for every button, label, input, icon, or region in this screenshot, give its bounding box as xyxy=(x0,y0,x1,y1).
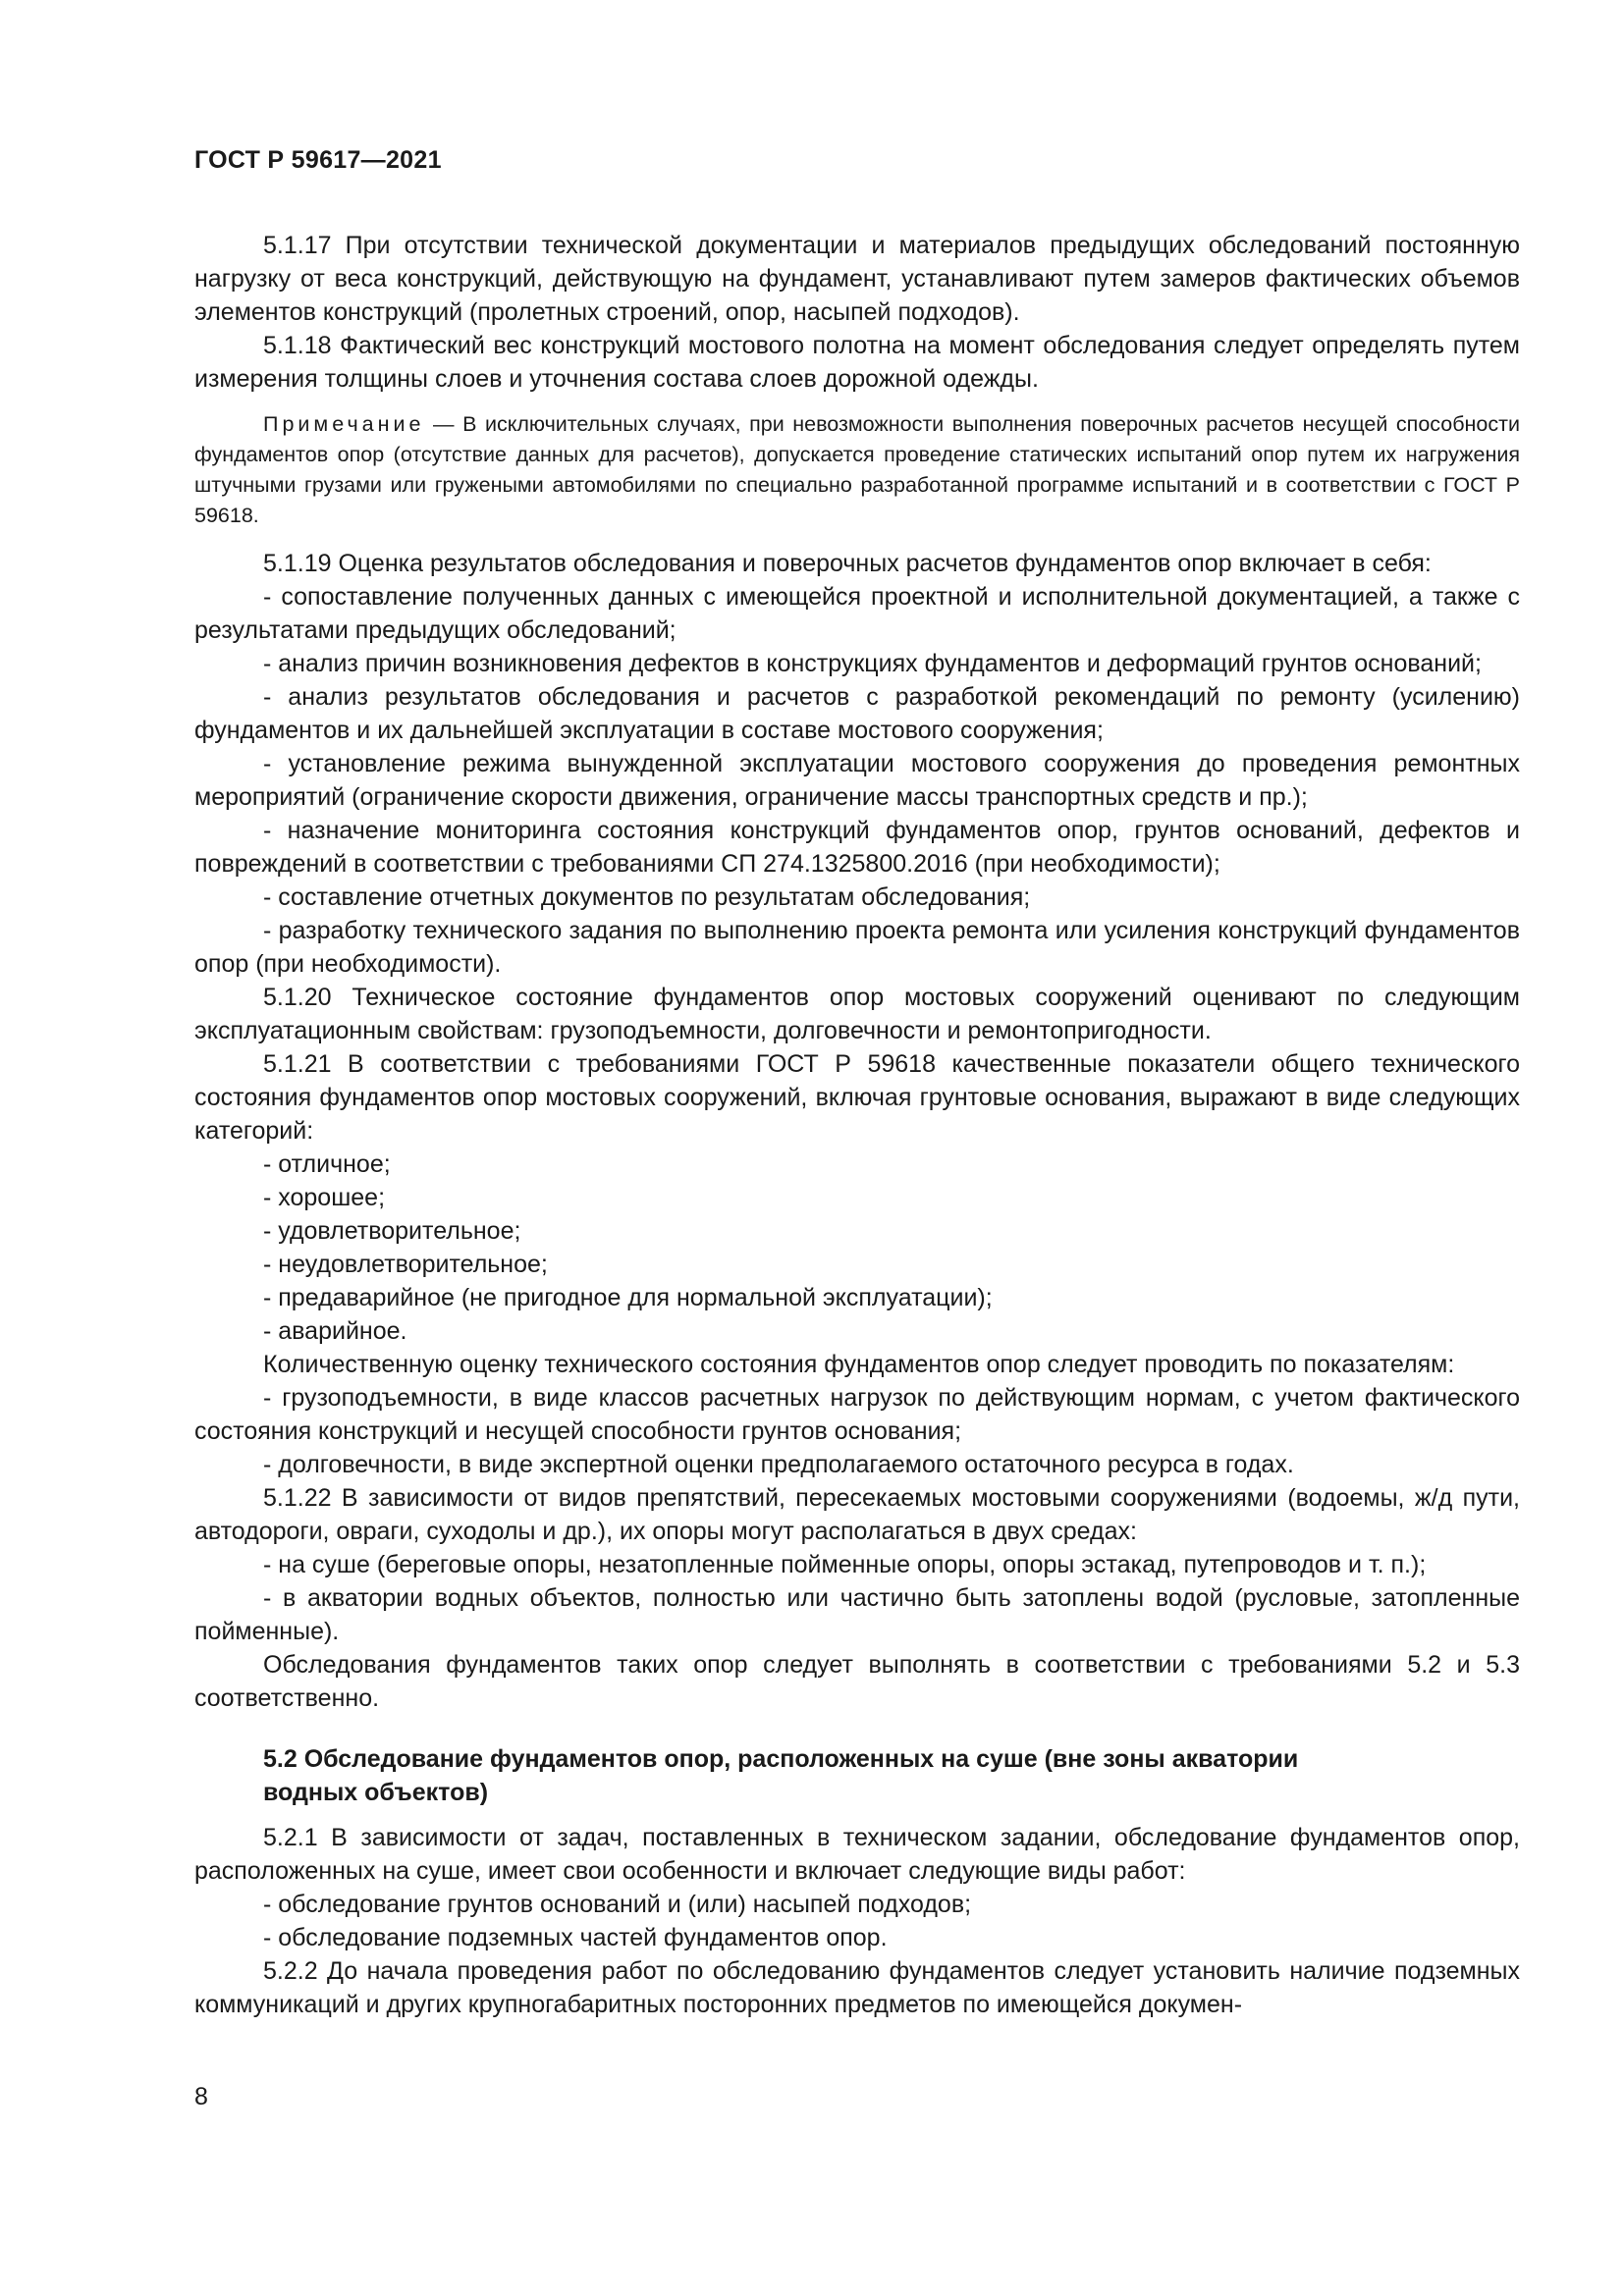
top-paragraphs xyxy=(194,229,1520,396)
paragraph: - на суше (береговые опоры, незатопленные пойменные опоры, опоры эстакад, путепроводов и т. п.); xyxy=(263,1551,1427,1578)
document-page xyxy=(194,0,1520,2296)
paragraph: - составление отчетных документов по результатам обследования; xyxy=(263,883,1031,911)
page-number: 8 xyxy=(194,2083,208,2110)
paragraph: - предаварийное (не пригодное для нормальной эксплуатации); xyxy=(263,1284,993,1311)
paragraph: - отличное; xyxy=(263,1150,391,1178)
note-label: Примечание xyxy=(263,412,425,436)
bottom-paragraphs xyxy=(194,1821,1520,2021)
paragraph: - неудовлетворительное; xyxy=(263,1251,548,1278)
note-text: — В исключительных случаях, при невозможности выполнения поверочных расчетов несущей способности фундаментов опор (отсутствие данных для расчетов), допускается проведение статических испытаний опор путем их нагружения штучными грузами или гружеными автомобилями по специально разработанной программе испытаний и в соответствии с ГОСТ Р 59618. xyxy=(194,412,1520,527)
paragraph: - удовлетворительное; xyxy=(263,1217,521,1245)
paragraph: 5.1.20 Техническое состояние фундаментов опор мостовых сооружений оценивают по следующим эксплуатационным свойствам: грузоподъемности, долговечности и ремонтопригодности. xyxy=(194,984,1520,1044)
paragraph: - обследование грунтов оснований и (или) насыпей подходов; xyxy=(263,1891,972,1918)
paragraph: - назначение мониторинга состояния конструкций фундаментов опор, грунтов оснований, дефектов и повреждений в соответствии с требованиями СП 274.1325800.2016 (при необходимости); xyxy=(194,817,1520,878)
paragraph: - установление режима вынужденной эксплуатации мостового сооружения до проведения ремонтных мероприятий (ограничение скорости движения, ограничение массы транспортных средств и пр.); xyxy=(194,750,1520,811)
paragraph: - хорошее; xyxy=(263,1184,386,1211)
paragraph: - анализ причин возникновения дефектов в конструкциях фундаментов и деформаций грунтов оснований; xyxy=(263,650,1482,677)
paragraph: 5.1.18 Фактический вес конструкций мостового полотна на момент обследования следует определять путем измерения толщины слоев и уточнения состава слоев дорожной одежды. xyxy=(194,332,1520,393)
main-paragraphs xyxy=(194,547,1520,1715)
paragraph: - аварийное. xyxy=(263,1317,407,1345)
paragraph: 5.1.17 При отсутствии технической документации и материалов предыдущих обследований постоянную нагрузку от веса конструкций, действующую на фундамент, устанавливают путем замеров фактических объемов элементов конструкций (пролетных строений, опор, насыпей подходов). xyxy=(194,232,1520,326)
paragraph: - сопоставление полученных данных с имеющейся проектной и исполнительной документацией, а также с результатами предыдущих обследований; xyxy=(194,583,1520,644)
paragraph: 5.1.21 В соответствии с требованиями ГОСТ Р 59618 качественные показатели общего технического состояния фундаментов опор мостовых сооружений, включая грунтовые основания, выражают в виде следующих категорий: xyxy=(194,1050,1520,1145)
paragraph: - долговечности, в виде экспертной оценки предполагаемого остаточного ресурса в годах. xyxy=(263,1451,1294,1478)
paragraph: 5.2.2 До начала проведения работ по обследованию фундаментов следует установить наличие подземных коммуникаций и других крупногабаритных посторонних предметов по имеющейся докумен- xyxy=(194,1957,1520,2018)
paragraph: - разработку технического задания по выполнению проекта ремонта или усиления конструкций фундаментов опор (при необходимости). xyxy=(194,917,1520,978)
paragraph: Количественную оценку технического состояния фундаментов опор следует проводить по показателям: xyxy=(263,1351,1455,1378)
paragraph: 5.1.22 В зависимости от видов препятствий, пересекаемых мостовыми сооружениями (водоемы, ж/д пути, автодороги, овраги, суходолы и др.), их опоры могут располагаться в двух средах: xyxy=(194,1484,1520,1545)
paragraph: 5.1.19 Оценка результатов обследования и поверочных расчетов фундаментов опор включает в себя: xyxy=(263,550,1432,577)
paragraph: Обследования фундаментов таких опор следует выполнять в соответствии с требованиями 5.2 и 5.3 соответственно. xyxy=(194,1651,1520,1712)
paragraph: - в акватории водных объектов, полностью или частично быть затоплены водой (русловые, затопленные пойменные). xyxy=(194,1584,1520,1645)
paragraph: - обследование подземных частей фундаментов опор. xyxy=(263,1924,888,1951)
paragraph: - анализ результатов обследования и расчетов с разработкой рекомендаций по ремонту (усилению) фундаментов и их дальнейшей эксплуатации в составе мостового сооружения; xyxy=(194,683,1520,744)
document-code-header: ГОСТ Р 59617—2021 xyxy=(194,146,442,174)
note-paragraph xyxy=(194,409,1520,531)
paragraph: - грузоподъемности, в виде классов расчетных нагрузок по действующим нормам, с учетом фактического состояния конструкций и несущей способности грунтов основания; xyxy=(194,1384,1520,1445)
section-heading: 5.2 Обследование фундаментов опор, расположенных на суше (вне зоны акватории водных объектов) xyxy=(263,1745,1299,1806)
paragraph: 5.2.1 В зависимости от задач, поставленных в техническом задании, обследование фундаментов опор, расположенных на суше, имеет свои особенности и включает следующие виды работ: xyxy=(194,1824,1520,1885)
document-body xyxy=(194,229,1520,2021)
